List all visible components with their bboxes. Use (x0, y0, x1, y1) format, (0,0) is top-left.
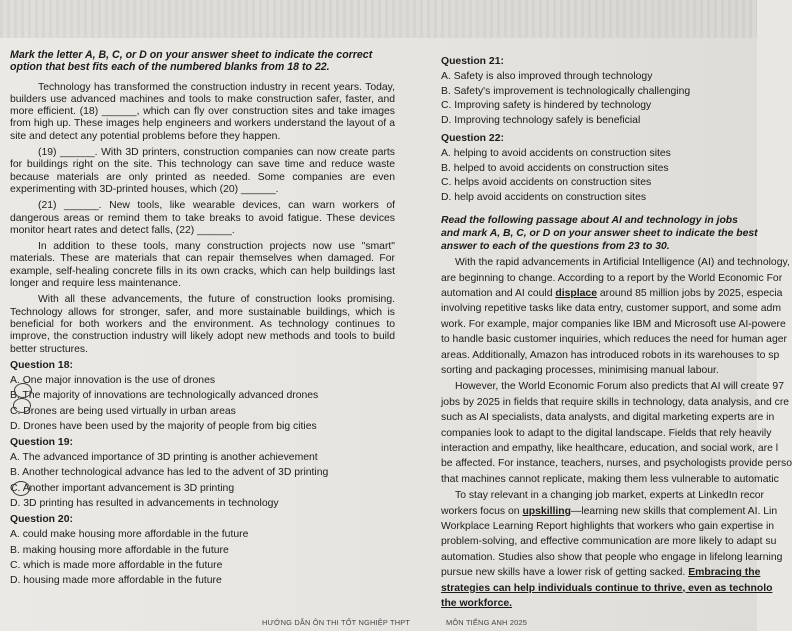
option-a[interactable]: A. could make housing more affordable in the future (10, 529, 249, 541)
passage-paragraph-2: (19) ______. With 3D printers, construction companies can now create parts for buildings right on the site. This technology can save time and reduce waste because materials are only printed as needed. Some companies are even experimenting with 3D-printed houses, which (20) ______. (10, 147, 395, 195)
passage-line: such as AI specialists, data analysts, and digital marketing experts are in (441, 412, 775, 424)
question-18 (10, 360, 395, 434)
passage-text: automation and AI could (441, 287, 556, 299)
passage-line: Workplace Learning Report highlights that workers who gain expertise in (441, 521, 775, 533)
passage-line: be affected. For instance, teachers, nurses, and psychologists provide perso (441, 458, 792, 470)
footer-right: MÔN TIẾNG ANH 2025 (446, 618, 528, 627)
passage-line: automation. Studies also show that people who engage in lifelong learning (441, 551, 783, 563)
option-b[interactable]: B. Safety's improvement is technologically challenging (441, 85, 691, 97)
passage-line: work. For example, major companies like IBM and Microsoft use AI-powere (441, 318, 786, 330)
handwritten-circle-mark (14, 383, 32, 398)
passage-text: pursue new skills have a lower risk of getting sacked. (441, 567, 689, 579)
passage-line: problem-solving, and effective communication are more likely to adapt su (441, 536, 777, 548)
option-a[interactable]: A. The advanced importance of 3D printing is another achievement (10, 452, 318, 464)
passage-line: To stay relevant in a changing job market, experts at LinkedIn recor (455, 490, 764, 502)
underlined-word-displace: displace (555, 287, 597, 299)
underlined-phrase: Embracing the (688, 567, 761, 579)
top-shadow-band (0, 0, 757, 38)
option-d[interactable]: D. Drones have been used by the majority of people from big cities (10, 420, 317, 432)
passage-paragraph-5: With all these advancements, the future of construction looks promising. Technology allows for stronger, safer, and more sustainable buildings, which is beneficial for both workers and the environment. As technology continues to improve, the construction industry will likely adopt new methods and tools to build better structures. (10, 294, 395, 355)
question-label: Question 21: (441, 56, 504, 67)
passage-line (441, 505, 778, 518)
question-label: Question 18: (10, 359, 73, 371)
option-d[interactable]: D. Improving technology safely is beneficial (441, 115, 641, 127)
question-19 (10, 437, 395, 511)
underlined-passage-line: the workforce. (441, 598, 513, 610)
question-20 (10, 514, 395, 588)
passage-line: are beginning to change. According to a report by the World Economic For (441, 272, 783, 284)
cloze-instruction: Mark the letter A, B, C, or D on your answer sheet to indicate the correct option that best fits each of the numbered blanks from 18 to 22. (10, 49, 373, 74)
question-label: Question 22: (441, 132, 504, 144)
option-a[interactable]: A. One major innovation is the use of drones (10, 375, 216, 387)
option-b[interactable]: B. Another technological advance has led to the advent of 3D printing (10, 467, 329, 479)
underlined-word-upskilling: upskilling (522, 505, 571, 517)
option-c[interactable]: C. which is made more affordable in the future (10, 559, 223, 571)
passage-line: jobs by 2025 in fields that require skills in technology, data analysis, and cre (441, 396, 790, 408)
passage-line: However, the World Economic Forum also predicts that AI will create 97 (455, 381, 784, 393)
passage-line: to handle basic customer inquiries, which reduces the need for human ager (441, 334, 787, 346)
handwritten-circle-mark (12, 481, 30, 496)
passage-line: With the rapid advancements in Artificial Intelligence (AI) and technology, (455, 257, 790, 269)
option-d[interactable]: D. housing made more affordable in the future (10, 574, 222, 586)
reading-paragraph-2 (441, 381, 792, 486)
reading-paragraph-3 (441, 490, 783, 610)
passage-paragraph-3: (21) ______. New tools, like wearable devices, can warn workers of dangerous areas or remind them to take breaks to avoid fatigue. These devices monitor heart rates and detect falls, (22) ______. (10, 200, 395, 236)
option-a[interactable]: A. Safety is also improved through technology (441, 71, 653, 83)
question-21 (441, 56, 759, 129)
right-column (441, 52, 792, 613)
passage-text: around 85 million jobs by 2025, especia (596, 287, 783, 299)
question-label: Question 20: (10, 514, 73, 526)
reading-instruction: Read the following passage about AI and technology in jobs and mark A, B, C, or D on your answer sheet to indicate the best answer to each of the questions from 23 to 30. (441, 215, 758, 252)
question-label: Question 19: (10, 436, 73, 448)
passage-line: areas. Additionally, Amazon has introduced robots in its warehouses to sp (441, 349, 780, 361)
passage-line: involving repetitive tasks like data entry, customer support, and some adm (441, 303, 781, 315)
passage-text: workers focus on (441, 505, 523, 517)
option-c[interactable]: C. Drones are being used virtually in urban areas (10, 405, 236, 417)
passage-line: sorting and packaging processes, minimising manual labour. (441, 364, 719, 376)
option-d[interactable]: D. help avoid accidents on construction sites (441, 191, 647, 203)
option-d[interactable]: D. 3D printing has resulted in advancements in technology (10, 497, 279, 509)
passage-text: —learning new skills that complement AI. Lin (570, 505, 778, 517)
option-c[interactable]: C. helps avoid accidents on construction sites (441, 177, 652, 189)
underlined-passage-line: strategies can help individuals continue to thrive, even as technolo (441, 582, 773, 594)
passage-line: companies look to adapt to the digital landscape. Fields that rely heavily (441, 427, 772, 439)
handwritten-circle-mark (13, 398, 31, 413)
question-22 (441, 133, 759, 206)
reading-paragraph-1 (441, 257, 790, 377)
footer-left: HƯỚNG DẪN ÔN THI TỐT NGHIỆP THPT (262, 618, 411, 627)
passage-line: interaction and empathy, like healthcare, education, and social work, are l (441, 443, 779, 454)
left-column (10, 49, 395, 588)
passage-line: that machines cannot replicate, making them less vulnerable to automatic (441, 473, 779, 485)
option-c[interactable]: C. Improving safety is hindered by technology (441, 100, 652, 112)
passage-line (441, 287, 783, 300)
option-a[interactable]: A. helping to avoid accidents on construction sites (441, 147, 671, 159)
passage-line (441, 567, 759, 579)
passage-paragraph-4: In addition to these tools, many construction projects now use "smart" materials. These are materials that can repair themselves when damaged. For example, self-healing concrete fills in its own cracks, which can help buildings last longer and require less maintenance. (10, 241, 395, 290)
option-b[interactable]: B. making housing more affordable in the future (10, 544, 229, 556)
option-b[interactable]: B. The majority of innovations are technologically advanced drones (10, 390, 319, 402)
option-c[interactable]: C. Another important advancement is 3D printing (10, 482, 235, 494)
option-b[interactable]: B. helped to avoid accidents on construction sites (441, 162, 669, 174)
passage-paragraph-1: Technology has transformed the construction industry in recent years. Today, builders use advanced machines and tools to make construction safer, faster, and more efficient. (18) ______, which can fly over construction sites and take images from high up. These images help engineers and workers understand the layout of a site and detect any potential problems before they happen. (10, 81, 395, 142)
